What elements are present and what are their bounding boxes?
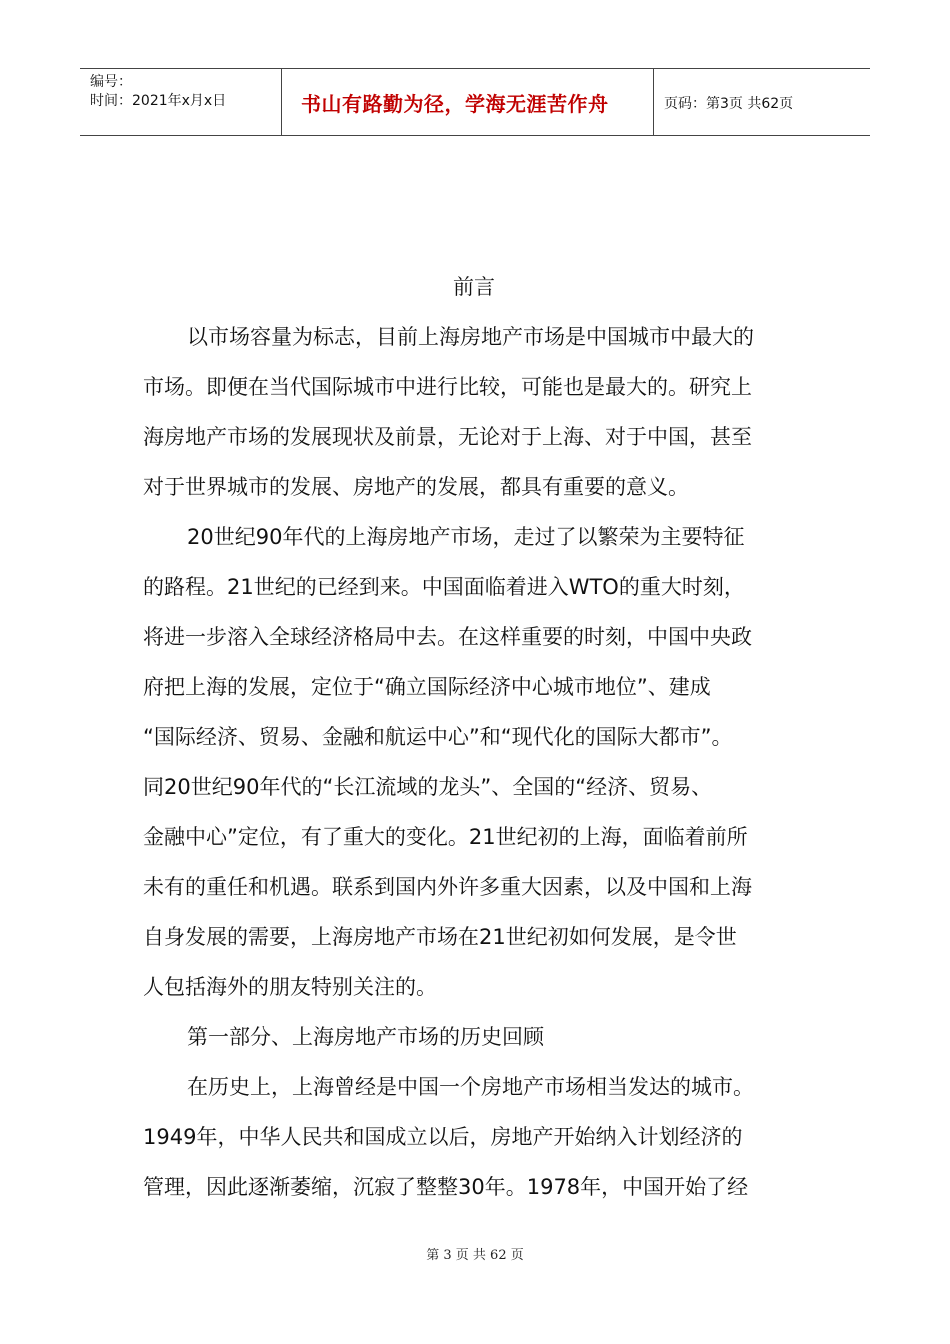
- header-date-label: 时间：2021年x月x日: [90, 93, 227, 109]
- document-body: [143, 262, 808, 1212]
- text-line: 自身发展的需要，上海房地产市场在21世纪初如何发展，是令世: [143, 925, 737, 949]
- text-line: 管理，因此逐渐萎缩，沉寂了整整30年。1978年，中国开始了经: [143, 1175, 749, 1199]
- page-footer: 第 3 页 共 62 页: [426, 1248, 524, 1263]
- text-line: 将进一步溶入全球经济格局中去。在这样重要的时刻，中国中央政: [143, 625, 752, 649]
- document-header: [80, 68, 870, 136]
- header-meta: [80, 69, 282, 135]
- text-line: 市场。即便在当代国际城市中进行比较，可能也是最大的。研究上: [143, 375, 752, 399]
- text-line: 20世纪90年代的上海房地产市场，走过了以繁荣为主要特征: [187, 525, 745, 549]
- text-line: 海房地产市场的发展现状及前景，无论对于上海、对于中国，甚至: [143, 425, 752, 449]
- text-line: 同20世纪90年代的“长江流域的龙头”、全国的“经济、贸易、: [143, 775, 713, 799]
- header-number-label: 编号：: [90, 74, 132, 90]
- text-line: “国际经济、贸易、金融和航运中心”和“现代化的国际大都市”。: [143, 725, 733, 749]
- text-line: 以市场容量为标志，目前上海房地产市场是中国城市中最大的: [187, 325, 754, 349]
- text-line: 未有的重任和机遇。联系到国内外许多重大因素，以及中国和上海: [143, 875, 752, 899]
- text-line: 1949年，中华人民共和国成立以后，房地产开始纳入计划经济的: [143, 1125, 743, 1149]
- text-line: 府把上海的发展，定位于“确立国际经济中心城市地位”、建成: [143, 675, 711, 699]
- header-page-info: 页码：第3页 共62页: [664, 96, 794, 112]
- text-line: 在历史上，上海曾经是中国一个房地产市场相当发达的城市。: [187, 1075, 754, 1099]
- text-line: 第一部分、上海房地产市场的历史回顾: [187, 1025, 544, 1049]
- document-title: 前言: [453, 275, 495, 299]
- text-line: 对于世界城市的发展、房地产的发展，都具有重要的意义。: [143, 475, 689, 499]
- document-text: [143, 312, 808, 1212]
- text-line: 的路程。21世纪的已经到来。中国面临着进入WTO的重大时刻，: [143, 575, 745, 599]
- header-motto: 书山有路勤为径，学海无涯苦作舟: [282, 69, 654, 135]
- text-line: 人包括海外的朋友特别关注的。: [143, 975, 437, 999]
- text-line: 金融中心”定位，有了重大的变化。21世纪初的上海，面临着前所: [143, 825, 748, 849]
